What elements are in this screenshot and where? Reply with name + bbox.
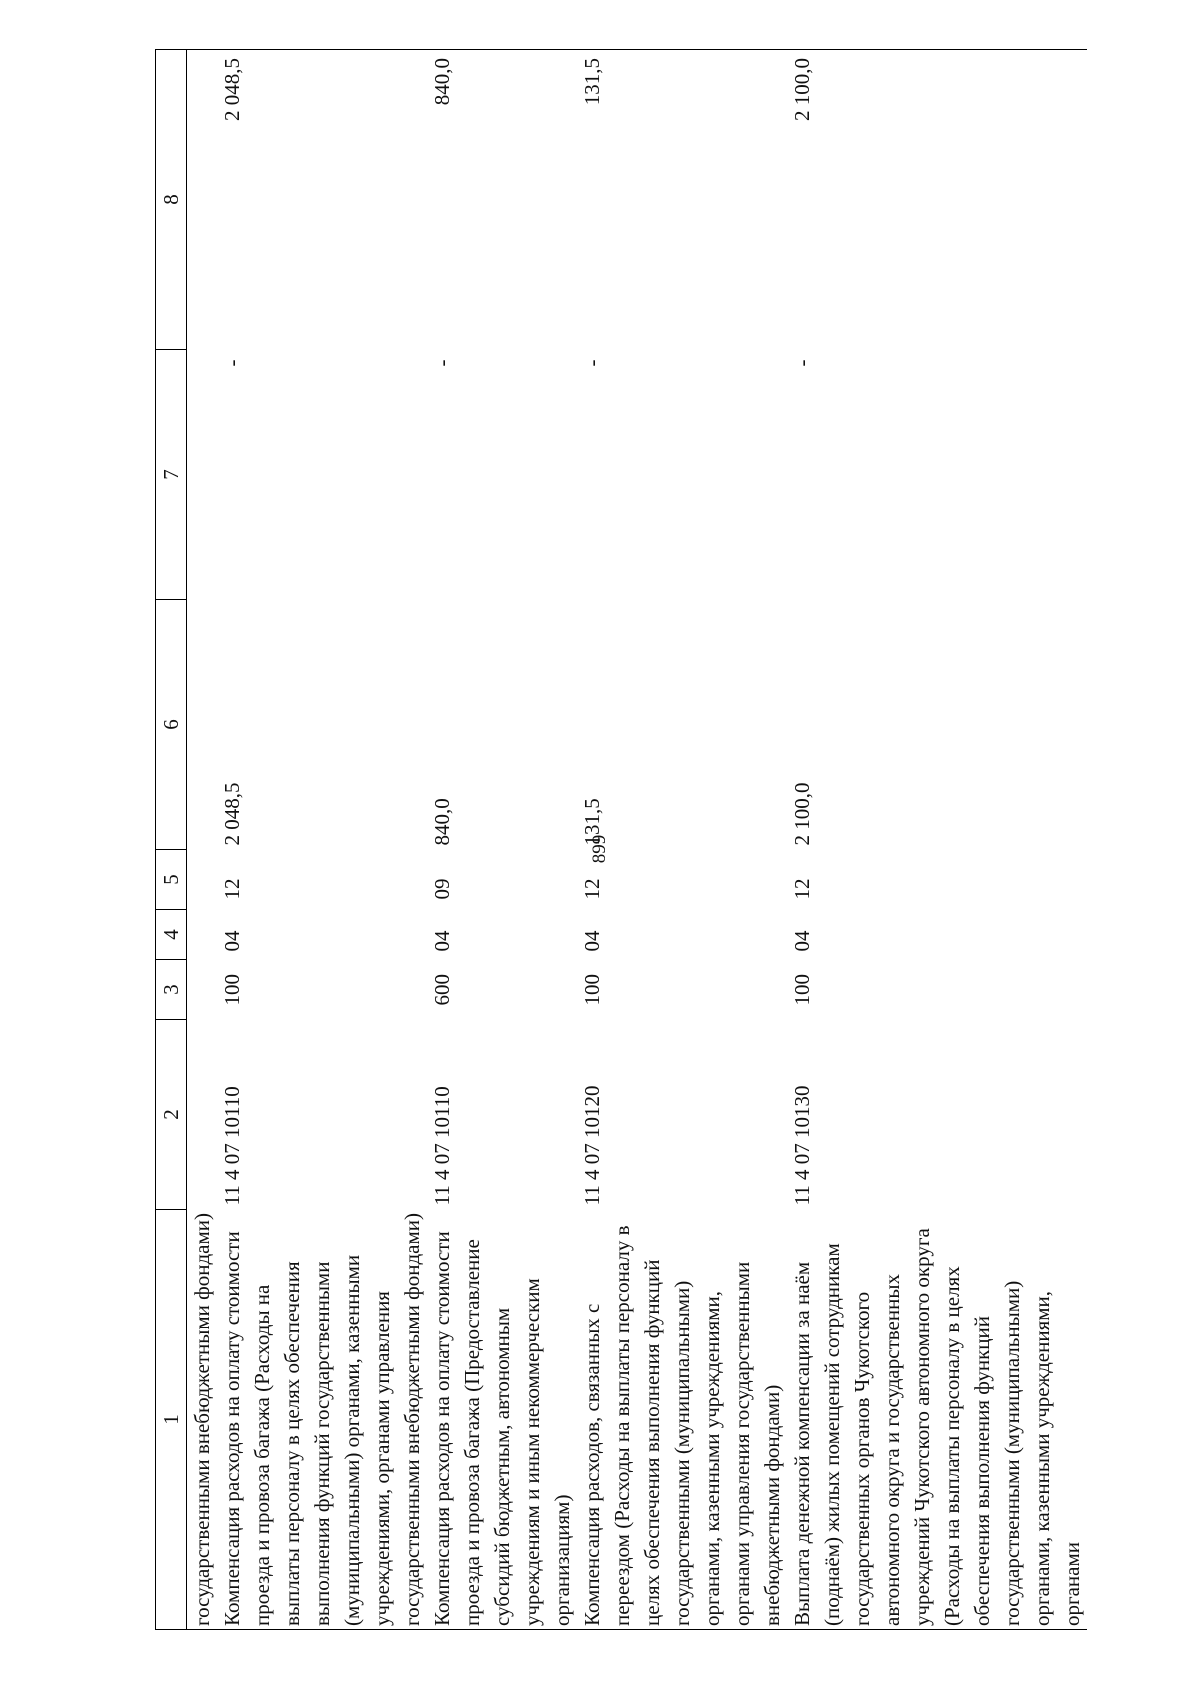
row-col8: 2 048,5 xyxy=(217,50,427,350)
table-row xyxy=(217,50,427,1630)
row-col4 xyxy=(187,910,218,960)
page-number: 899 xyxy=(589,834,610,864)
row-col6 xyxy=(187,600,218,850)
row-code: 11 4 07 10110 xyxy=(430,1086,454,1206)
header-cell: 3 xyxy=(156,960,187,1020)
row-description: Компенсация расходов, связанных с переездом (Расходы на выплаты персоналу в целях обеспечения выполнения функций государственными (муниципальными) органами, казенными учреждениями, органами управления государственными внебюджетными фондами) xyxy=(577,1210,787,1630)
row-description: Компенсация расходов на оплату стоимости проезда и провоза багажа (Расходы на выплаты персоналу в целях обеспечения выполнения функций государственными (муниципальными) органами, казенными учреждениями, органами управления государственными внебюджетными фондами) xyxy=(217,1210,427,1630)
row-col7: - xyxy=(220,359,244,367)
row-col7: - xyxy=(430,359,454,367)
row-col4: 04 xyxy=(220,930,244,952)
budget-table xyxy=(155,49,1087,1630)
table-row xyxy=(787,50,1087,1630)
row-col8 xyxy=(187,50,218,350)
row-col5 xyxy=(187,850,218,910)
row-col4: 04 xyxy=(430,930,454,952)
header-cell: 6 xyxy=(156,600,187,850)
row-col6: 131,5 xyxy=(580,798,604,846)
rotated-table-container xyxy=(155,50,1084,1630)
row-col7 xyxy=(187,350,218,600)
header-cell: 4 xyxy=(156,910,187,960)
table-row xyxy=(187,50,218,1630)
row-col7: - xyxy=(580,359,604,367)
row-col3: 600 xyxy=(430,974,454,1006)
row-col5: 12 xyxy=(220,878,244,900)
row-code: 11 4 07 10130 xyxy=(790,1085,814,1206)
row-col8: 840,0 xyxy=(427,50,577,350)
table-row xyxy=(577,50,787,1630)
header-cell: 2 xyxy=(156,1020,187,1210)
row-col4: 04 xyxy=(790,930,814,952)
row-col5: 12 xyxy=(580,878,604,900)
row-col5: 09 xyxy=(430,878,454,900)
header-cell: 1 xyxy=(156,1210,187,1630)
header-row xyxy=(156,50,187,1630)
row-col5: 12 xyxy=(790,878,814,900)
row-col8: 131,5 xyxy=(577,50,787,350)
header-cell: 7 xyxy=(156,350,187,600)
header-cell: 5 xyxy=(156,850,187,910)
row-col3: 100 xyxy=(790,974,814,1006)
row-col3: 100 xyxy=(580,974,604,1006)
row-col3: 100 xyxy=(220,974,244,1006)
row-description: Выплата денежной компенсации за наём (поднаём) жилых помещений сотрудникам государственных органов Чукотского автономного округа и государственных учреждений Чукотского автономного округа (Расходы на выплаты персоналу в целях обеспечения выполнения функций государственными (муниципальными) органами, казенными учреждениями, органами xyxy=(787,1210,1087,1630)
table-row xyxy=(427,50,577,1630)
row-code: 11 4 07 10120 xyxy=(580,1085,604,1206)
row-col6: 2 048,5 xyxy=(220,782,244,846)
row-col3 xyxy=(187,960,218,1020)
row-code: 11 4 07 10110 xyxy=(220,1086,244,1206)
header-cell: 8 xyxy=(156,50,187,350)
row-description: государственными внебюджетными фондами) xyxy=(187,1210,218,1630)
row-col4: 04 xyxy=(580,930,604,952)
row-col8: 2 100,0 xyxy=(787,50,1087,350)
row-code xyxy=(187,1020,218,1210)
row-col6: 2 100,0 xyxy=(790,782,814,846)
row-col7: - xyxy=(790,359,814,367)
row-col6: 840,0 xyxy=(430,798,454,846)
row-description: Компенсация расходов на оплату стоимости проезда и провоза багажа (Предоставление субсидий бюджетным, автономным учреждениям и иным некоммерческим организациям) xyxy=(427,1210,577,1630)
